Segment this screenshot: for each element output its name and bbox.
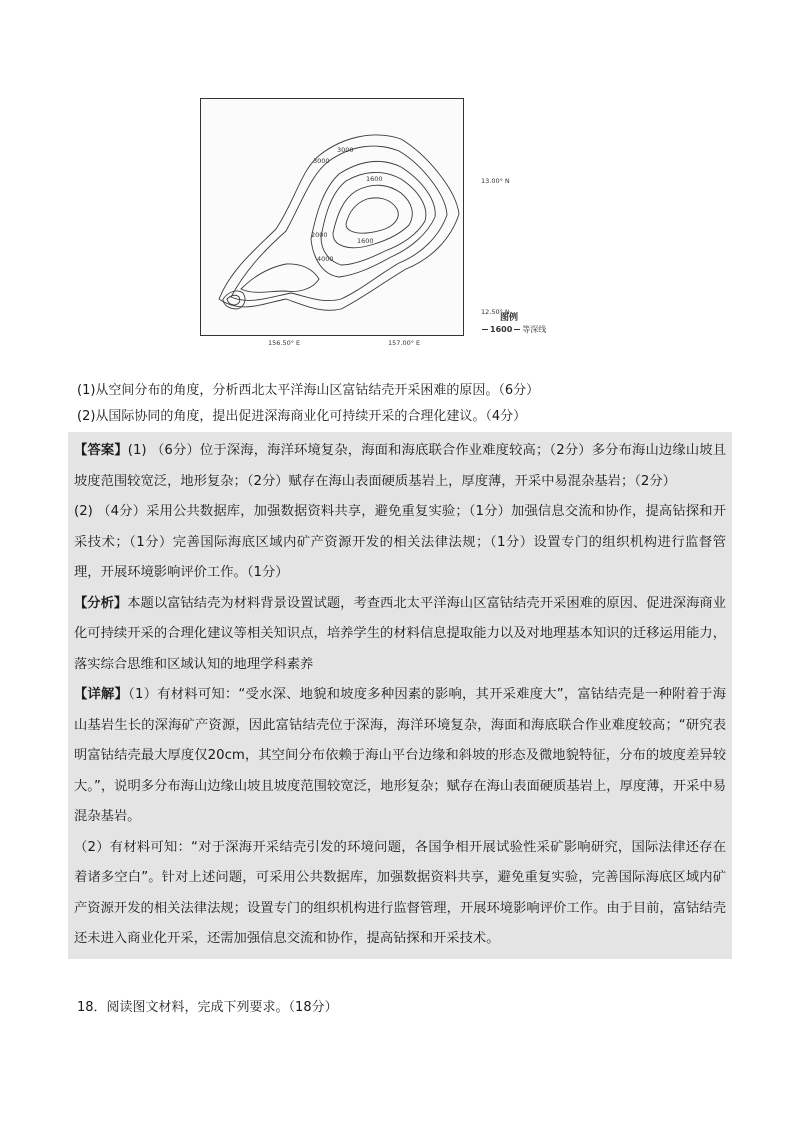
legend-title: 图例	[500, 313, 519, 323]
analysis-paragraph	[74, 589, 726, 681]
lat-label-top: 13.00° N	[481, 177, 510, 185]
contour-label-1600a: 1600	[366, 175, 383, 183]
question-1: (1)从空间分布的角度，分析西北太平洋海山区富钴结壳开采困难的原因。（6分）	[77, 383, 540, 398]
analysis-tag: 【分析】	[74, 595, 128, 611]
legend-line-right	[514, 329, 520, 331]
answer-tag: 【答案】	[74, 443, 128, 458]
lat-label-bottom: 12.50° N	[481, 308, 510, 316]
contour-outer	[219, 135, 459, 310]
legend-line-left	[482, 329, 488, 331]
legend-entry	[482, 324, 546, 335]
seamount-contour-map	[200, 98, 547, 356]
contour-9	[227, 295, 240, 305]
next-question: 18．阅读图文材料，完成下列要求。（18分）	[77, 1000, 338, 1015]
contour-label-4000: 4000	[317, 255, 334, 263]
map-frame	[200, 98, 464, 336]
answer-part-1	[74, 436, 726, 497]
analysis-text: 本题以富钴结壳为材料背景设置试题，考查西北太平洋海山区富钴结壳开采困难的原因、促进深海商业化可持续开采的合理化建议等相关知识点，培养学生的材料信息提取能力以及对地理基本知识的迁移运用能力，落实综合思维和区域认知的地理学科素养	[74, 595, 727, 672]
answer-text-1: (1) （6分）位于深海，海洋环境复杂，海面和海底联合作业难度较高；（2分）多分布海山边缘山坡且坡度范围较宽泛，地形复杂；（2分）赋存在海山表面硬质基岩上，厚度薄，开采中易混杂基岩；（2分）	[74, 443, 726, 489]
legend-value: 1600	[490, 325, 513, 334]
answer-block	[68, 432, 732, 959]
contour-6	[346, 198, 398, 233]
lon-label-right: 157.00° E	[388, 339, 421, 347]
detail-text-1: （1）有材料可知：“受水深、地貌和坡度多种因素的影响，其开采难度大”，富钴结壳是一种附着于海山基岩生长的深海矿产资源，因此富钴结壳位于深海，海洋环境复杂，海面和海底联合作业难度较高；“研究表明富钴结壳最大厚度仅20cm，其空间分布依赖于海山平台边缘和斜坡的形态及微地貌特征，分布的坡度差异较大。”，说明多分布海山边缘山坡且坡度范围较宽泛，地形复杂；赋存在海山表面硬质基岩上，厚度薄，开采中易混杂基岩。	[74, 687, 726, 824]
lon-label-left: 156.50° E	[268, 339, 301, 347]
contour-label-3000a: 3000	[313, 157, 330, 165]
legend-label: 等深线	[522, 325, 547, 334]
contour-label-3000b: 3000	[337, 146, 354, 154]
detail-paragraph-2: （2）有材料可知：“对于深海开采结壳引发的环境问题，各国争相开展试验性采矿影响研究，国际法律还存在着诸多空白”。针对上述问题，可采用公共数据库，加强数据资料共享，避免重复实验，完善国际海底区域内矿产资源开发的相关法律法规；设置专门的组织机构进行监督管理，开展环境影响评价工作。由于目前，富钴结壳还未进入商业化开采，还需加强信息交流和协作，提高钻探和开采技术。	[74, 839, 726, 946]
contour-7	[241, 264, 319, 292]
detail-paragraph-1	[74, 680, 726, 833]
contour-label-2000: 2000	[311, 231, 328, 239]
question-list	[77, 378, 737, 430]
question-2: (2)从国际协同的角度，提出促进深海商业化可持续开采的合理化建议。（4分）	[77, 409, 527, 424]
contour-lines	[201, 99, 463, 335]
contour-label-1600b: 1600	[357, 237, 374, 245]
answer-part-2: (2) （4分）采用公共数据库，加强数据资料共享，避免重复实验；（1分）加强信息交流和协作，提高钻探和开采技术；（1分）完善国际海底区域内矿产资源开发的相关法律法规；（1分）设置专门的组织机构进行监督管理，开展环境影响评价工作。（1分）	[74, 504, 726, 580]
detail-tag: 【详解】	[74, 687, 129, 702]
